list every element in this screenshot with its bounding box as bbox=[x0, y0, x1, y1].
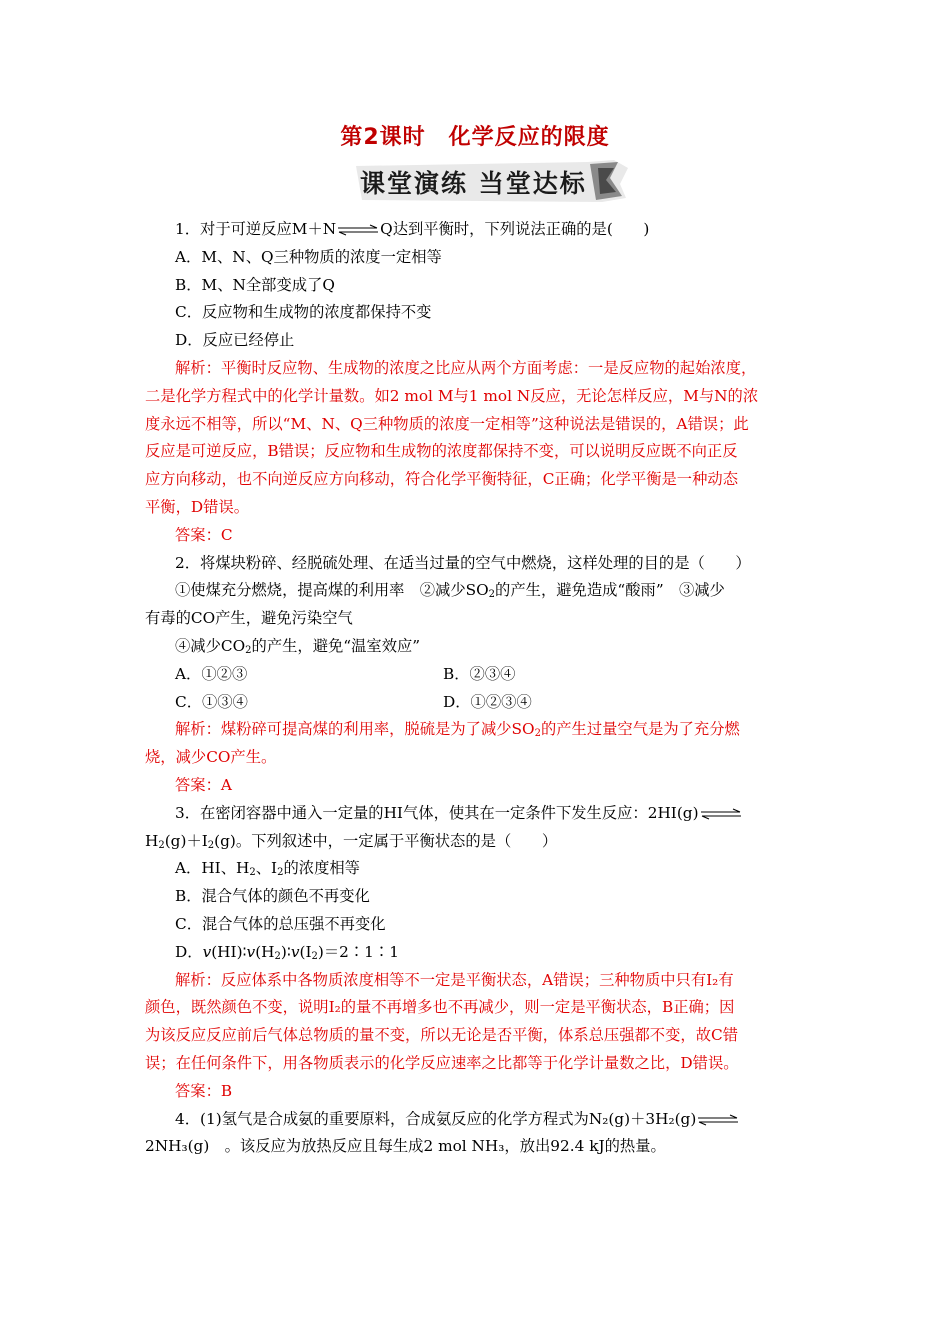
q2-answer: 答案：A bbox=[175, 775, 232, 794]
q1-option-b: B．M、N全部变成了Q bbox=[175, 275, 335, 294]
subscript: 2 bbox=[274, 950, 281, 962]
q2-item-text: 的产生，避免造成“酸雨” ③减少 bbox=[495, 581, 725, 600]
subscript: 2 bbox=[488, 589, 496, 601]
q3-option-text: 的浓度相等 bbox=[283, 859, 360, 878]
reversible-arrow-icon bbox=[700, 808, 742, 820]
q1-stem-part-b: Q达到平衡时，下列说法正确的是( ) bbox=[380, 220, 650, 238]
q3-option-d: D．$v(HI)∶v(H_2)∶v(I_2)=2∶1∶1$ bbox=[175, 942, 399, 962]
q3-option-c: C．混合气体的总压强不再变化 bbox=[175, 914, 386, 933]
q3-option-text: A．HI、H bbox=[175, 859, 250, 878]
q3-stem-line-2: $H_2(g)+I_2(g)$。下列叙述中，一定属于平衡状态的是（ ） bbox=[145, 831, 558, 851]
q3-option-a bbox=[145, 855, 807, 883]
q2-item-text: 的产生，避免“温室效应” bbox=[251, 636, 421, 655]
q4-stem-text: 4．(1)氢气是合成氨的重要原料，合成氨反应的化学方程式为N₂(g)＋3H₂(g) bbox=[175, 1109, 697, 1128]
document-body bbox=[145, 216, 807, 1161]
q1-analysis-line: 解析：平衡时反应物、生成物的浓度之比应从两个方面考虑：一是反应物的起始浓度， bbox=[175, 358, 757, 377]
subscript: 2 bbox=[207, 839, 215, 851]
reversible-arrow-icon bbox=[337, 224, 379, 236]
q3-option-text: 、I bbox=[255, 859, 278, 878]
q3-stem-text: (g)。下列叙述中，一定属于平衡状态的是（ ） bbox=[214, 831, 558, 850]
q2-option-c: C．①③④ bbox=[175, 692, 248, 711]
q2-options-row-2 bbox=[145, 689, 807, 717]
q2-items-line-3 bbox=[145, 633, 807, 661]
q3-stem-text: 3．在密闭容器中通入一定量的HI气体，使其在一定条件下发生反应：2HI(g) bbox=[175, 803, 699, 822]
q3-stem-text: (g)＋I bbox=[164, 831, 208, 850]
q3-analysis-line: 颜色，既然颜色不变，说明I₂的量不再增多也不再减少，则一定是平衡状态，B正确；因 bbox=[145, 998, 735, 1017]
q1-analysis-line: 应方向移动，也不向逆反应方向移动，符合化学平衡特征，C正确；化学平衡是一种动态 bbox=[145, 470, 738, 489]
q1-analysis-line: 度永远不相等，所以“M、N、Q三种物质的浓度一定相等”这种说法是错误的，A错误；此 bbox=[145, 414, 749, 433]
q1-option-c: C．反应物和生成物的浓度都保持不变 bbox=[175, 303, 432, 322]
q2-items-line-2: 有毒的CO产生，避免污染空气 bbox=[145, 609, 353, 628]
banner-text: 课堂演练 当堂达标 bbox=[360, 169, 587, 198]
question-2-stem: 2．将煤块粉碎、经脱硫处理、在适当过量的空气中燃烧，这样处理的目的是（ ） bbox=[175, 553, 751, 572]
subscript: 2 bbox=[277, 867, 284, 879]
subscript: 2 bbox=[158, 839, 165, 851]
subscript: 2 bbox=[534, 728, 541, 740]
subscript: 2 bbox=[249, 867, 256, 879]
q1-option-a: A．M、N、Q三种物质的浓度一定相等 bbox=[175, 247, 442, 266]
q2-item-text: ①使煤充分燃烧，提高煤的利用率 ②减少SO bbox=[175, 581, 489, 600]
subscript: 2 bbox=[245, 644, 252, 656]
page-title: 第2课时 化学反应的限度 bbox=[340, 125, 610, 150]
q1-analysis-line: 反应是可逆反应，B错误；反应物和生成物的浓度都保持不变，可以说明反应既不向正反 bbox=[145, 442, 738, 461]
q1-stem-part-a: 1．对于可逆反应M＋N bbox=[175, 220, 337, 238]
reversible-arrow-icon bbox=[697, 1114, 739, 1126]
q2-item-text: ④减少CO bbox=[175, 636, 246, 655]
q2-analysis-text: 的产生过量空气是为了充分燃 bbox=[540, 720, 740, 739]
question-3-stem bbox=[145, 800, 807, 828]
q2-analysis-text: 解析：煤粉碎可提高煤的利用率，脱硫是为了减少SO bbox=[175, 720, 535, 739]
q3-analysis-line: 误；在任何条件下，用各物质表示的化学反应速率之比都等于化学计量数之比，D错误。 bbox=[145, 1053, 739, 1072]
q3-option-b: B．混合气体的颜色不再变化 bbox=[175, 887, 370, 906]
q2-analysis-line bbox=[145, 716, 807, 744]
q4-stem-line-2: 2NH₃(g) 。该反应为放热反应且每生成2 mol NH₃，放出92.4 kJ的热量。 bbox=[145, 1137, 666, 1156]
section-banner bbox=[352, 158, 630, 204]
q2-options-row-1 bbox=[145, 661, 807, 689]
q1-answer: 答案：C bbox=[175, 525, 233, 544]
q2-analysis-line: 烧，减少CO产生。 bbox=[145, 748, 277, 767]
q3-analysis-line: 解析：反应体系中各物质浓度相等不一定是平衡状态，A错误；三种物质中只有I₂有 bbox=[175, 970, 734, 989]
q2-option-a: A．①②③ bbox=[175, 664, 248, 683]
q2-option-b: B．②③④ bbox=[443, 664, 516, 683]
subscript: 2 bbox=[311, 950, 318, 962]
q2-option-d: D．①②③④ bbox=[443, 692, 532, 711]
question-1-stem bbox=[145, 216, 807, 244]
q2-items-line-1 bbox=[145, 577, 807, 605]
q1-analysis-line: 二是化学方程式中的化学计量数。如2 mol M与1 mol N反应，无论怎样反应，M与N的浓 bbox=[145, 386, 759, 405]
q3-analysis-line: 为该反应反应前后气体总物质的量不变，所以无论是否平衡，体系总压强都不变，故C错 bbox=[145, 1026, 738, 1045]
question-4-stem bbox=[145, 1106, 807, 1134]
q1-analysis-line: 平衡，D错误。 bbox=[145, 497, 250, 516]
q3-answer: 答案：B bbox=[175, 1081, 233, 1100]
q1-option-d: D．反应已经停止 bbox=[175, 331, 295, 350]
